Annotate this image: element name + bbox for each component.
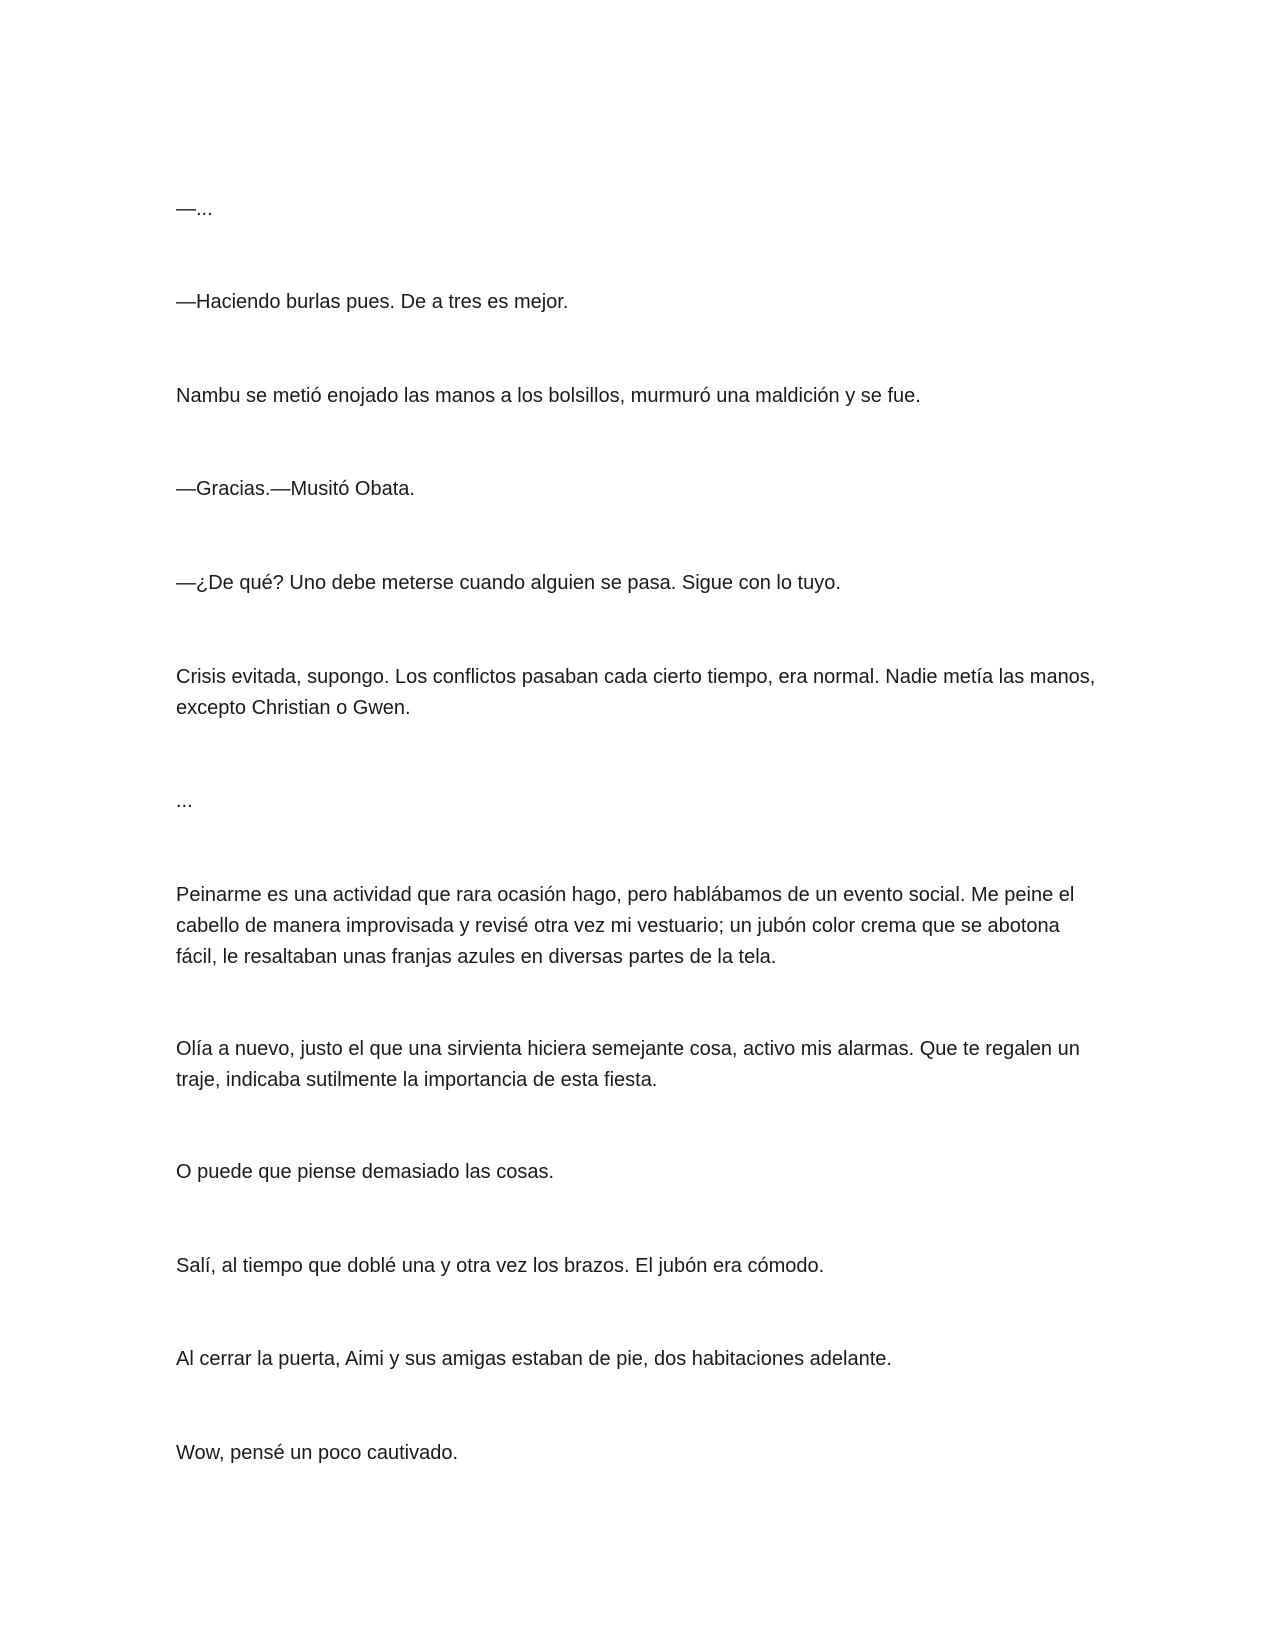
- paragraph: Nambu se metió enojado las manos a los bolsillos, murmuró una maldición y se fue.: [176, 385, 921, 407]
- paragraph: —...: [176, 198, 213, 220]
- paragraph: —Gracias.—Musitó Obata.: [176, 478, 415, 500]
- paragraph: Olía a nuevo, justo el que una sirvienta hiciera semejante cosa, activo mis alarmas. Que te regalen un traje, indicaba sutilmente la importancia de esta fiesta.: [176, 1038, 1080, 1091]
- section-break: ...: [176, 790, 193, 812]
- paragraph: Crisis evitada, supongo. Los conflictos pasaban cada cierto tiempo, era normal. Nadie metía las manos, excepto Christian o Gwen.: [176, 666, 1096, 719]
- paragraph: O puede que piense demasiado las cosas.: [176, 1161, 555, 1183]
- paragraph: Wow, pensé un poco cautivado.: [176, 1442, 459, 1464]
- paragraph: Peinarme es una actividad que rara ocasión hago, pero hablábamos de un evento social. Me peine el cabello de manera improvisada y revisé otra vez mi vestuario; un jubón color crema que se abotona fácil, le resaltaban unas franjas azules en diversas partes de la tela.: [176, 884, 1075, 968]
- paragraph: Salí, al tiempo que doblé una y otra vez los brazos. El jubón era cómodo.: [176, 1255, 825, 1277]
- paragraph: Al cerrar la puerta, Aimi y sus amigas estaban de pie, dos habitaciones adelante.: [176, 1348, 892, 1370]
- paragraph: —¿De qué? Uno debe meterse cuando alguien se pasa. Sigue con lo tuyo.: [176, 572, 841, 594]
- paragraph: —Haciendo burlas pues. De a tres es mejor.: [176, 291, 569, 313]
